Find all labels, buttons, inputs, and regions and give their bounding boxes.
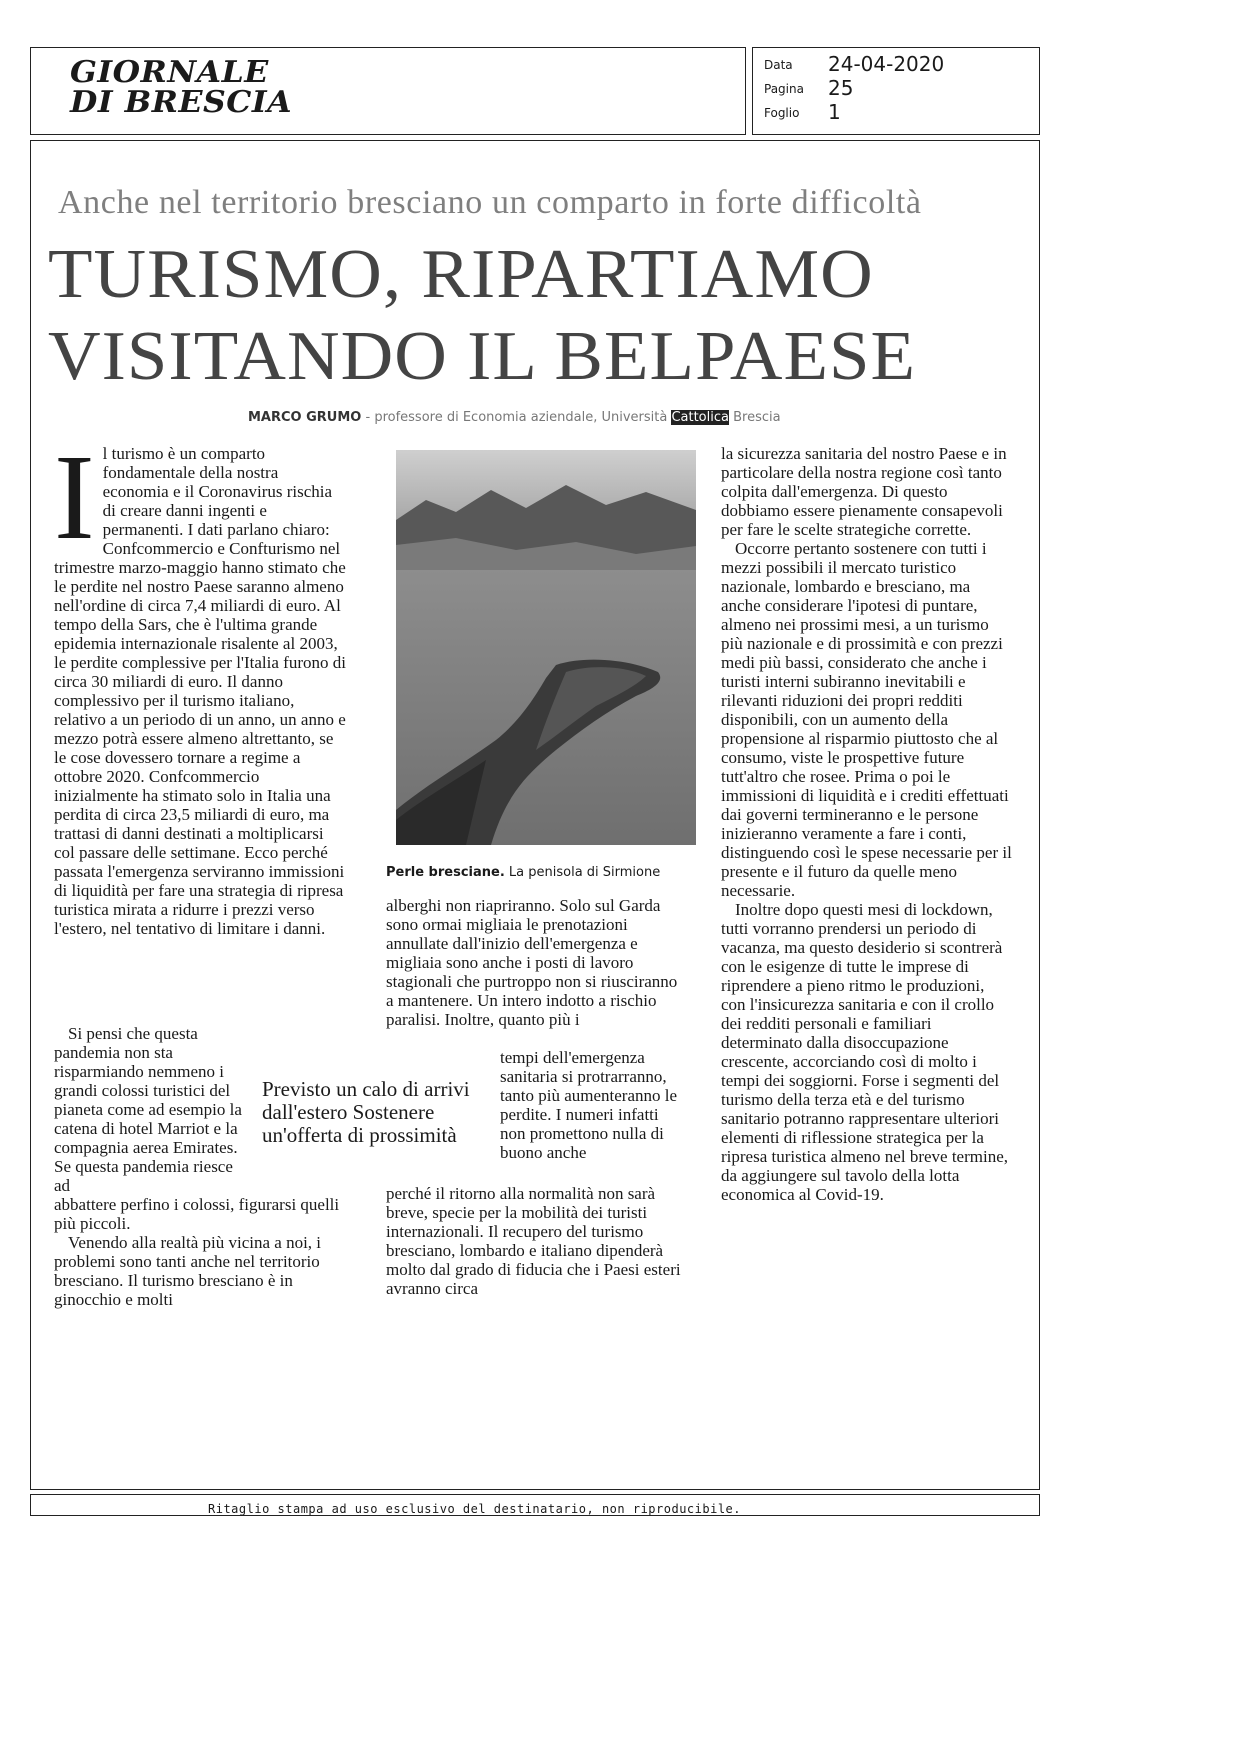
article-column-1 bbox=[54, 430, 346, 938]
paragraph: alberghi non riapriranno. Solo sul Garda sono ormai migliaia le prenotazioni annullate dall'inizio dell'emergenza e migliaia sono anche i posti di lavoro stagionali che purtroppo non si riusciranno a mantenere. Un intero indotto a rischio paralisi. Inoltre, quanto più i bbox=[386, 896, 678, 1029]
paragraph: Venendo alla realtà più vicina a noi, i problemi sono tanti anche nel territorio bresciano. Il turismo bresciano è in ginocchio e molti bbox=[54, 1233, 322, 1309]
byline bbox=[248, 410, 781, 425]
page-value: 25 bbox=[828, 76, 854, 100]
article-kicker: Anche nel territorio bresciano un comparto in forte difficoltà bbox=[58, 184, 922, 221]
paragraph: tempi dell'emergenza sanitaria si protrarranno, tanto più aumenteranno le perdite. I numeri infatti non promettono nulla di buono anche bbox=[500, 1048, 678, 1162]
newspaper-logo bbox=[70, 55, 293, 120]
article-column-2 bbox=[386, 896, 686, 1029]
pull-quote: Previsto un calo di arrivi dall'estero Sostenere un'offerta di prossimità bbox=[262, 1077, 470, 1147]
byline-highlight: Cattolica bbox=[671, 410, 729, 425]
paragraph: Il turismo è un comparto fondamentale della nostra economia e il Coronavirus rischia di creare danni ingenti e permanenti. I dati parlano chiaro: Confcommercio e Confturismo nel trimestre marzo-maggio hanno stimato che le perdite nel nostro Paese saranno almeno nell'ordine di circa 7,4 miliardi di euro. Al tempo della Sars, che è l'ultima grande epidemia internazionale risalente al 2003, le perdite complessive per l'Italia furono di circa 30 miliardi di euro. Il danno complessivo per il turismo italiano, relativo a un periodo di un anno, un anno e mezzo potrà essere almeno altrettanto, se le cose dovessero tornare a regime a ottobre 2020. Confcommercio inizialmente ha stimato solo in Italia una perdita di circa 23,5 miliardi di euro, ma trattasi di danni destinati a moltiplicarsi col passare delle settimane. Ecco perché passata l'emergenza serviranno immissioni di liquidità per fare una strategia di ripresa turistica mirata a ridurre i prezzi verso l'estero, nel tentativo di limitare i danni. bbox=[54, 430, 346, 938]
photo-caption bbox=[386, 865, 660, 880]
sheet-value: 1 bbox=[828, 100, 841, 124]
article-column-2-narrow bbox=[500, 1048, 686, 1162]
paragraph: Si pensi che questa pandemia non sta risparmiando nemmeno i grandi colossi turistici del pianeta come ad esempio la catena di hotel Marriot e la compagnia aerea Emirates. Se questa pandemia riesce ad abbattere perfino i colossi, figurarsi quelli più piccoli. bbox=[54, 1024, 340, 1233]
article-column-2b bbox=[386, 1184, 686, 1298]
logo-line2: DI BRESCIA bbox=[70, 85, 293, 120]
page-label: Pagina bbox=[764, 82, 804, 96]
date-label: Data bbox=[764, 58, 793, 72]
article-column-3 bbox=[721, 444, 1013, 1204]
sheet-label: Foglio bbox=[764, 106, 800, 120]
copyright-notice: Ritaglio stampa ad uso esclusivo del destinatario, non riproducibile. bbox=[208, 1502, 741, 1516]
caption-text: La penisola di Sirmione bbox=[504, 865, 661, 880]
paragraph: Inoltre dopo questi mesi di lockdown, tutti vorranno prendersi un periodo di vacanza, ma questo desiderio si scontrerà con le esigenze di tutte le imprese di riprendere a pieno ritmo le produzioni, con l'insicurezza sanitaria e con il crollo dei redditi personali e familiari determinato dalla disoccupazione crescente, accorciando così di molto i tempi dei soggiorni. Forse i segmenti del turismo della terza età e del turismo sanitario potranno rappresentare ulteriori elementi di riflessione strategica per la ripresa turistica almeno nel breve termine, da aggiungere sul tavolo della lotta economica al Covid-19. bbox=[721, 900, 1008, 1204]
date-value: 24-04-2020 bbox=[828, 52, 945, 76]
caption-title: Perle bresciane. bbox=[386, 865, 505, 880]
byline-city: Brescia bbox=[728, 410, 781, 425]
paragraph: Occorre pertanto sostenere con tutti i mezzi possibili il mercato turistico nazionale, lombardo e bresciano, ma anche considerare l'ipotesi di puntare, almeno nei prossimi mesi, a un turismo più nazionale e di prossimità e con prezzi medi più bassi, considerato che anche i turisti interni subiranno inevitabili e rilevanti riduzioni dei propri redditi disponibili, con un aumento della propensione al risparmio piuttosto che al consumo, viste le prospettive future tutt'altro che rosee. Prima o poi le immissioni di liquidità e i crediti effettuati dai governi termineranno e le persone inizieranno veramente a fare i conti, distinguendo così le spese necessarie per il presente e il futuro da quelle meno necessarie. bbox=[721, 539, 1012, 900]
headline-line1: TURISMO, RIPARTIAMO bbox=[48, 236, 874, 313]
byline-author: MARCO GRUMO bbox=[248, 410, 362, 425]
sirmione-photo bbox=[396, 450, 696, 845]
paragraph: perché il ritorno alla normalità non sarà breve, specie per la mobilità dei turisti internazionali. Il recupero del turismo bresciano, lombardo e italiano dipenderà molto dal grado di fiducia che i Paesi esteri avranno circa bbox=[386, 1184, 681, 1298]
article-column-1b bbox=[54, 1024, 346, 1309]
drop-cap: I bbox=[54, 430, 95, 565]
headline-line2: VISITANDO IL BELPAESE bbox=[48, 318, 917, 395]
byline-role: - professore di Economia aziendale, Università bbox=[361, 410, 672, 425]
paragraph: la sicurezza sanitaria del nostro Paese e in particolare della nostra regione così tanto colpita dall'emergenza. Di questo dobbiamo essere pienamente consapevoli per fare le scelte strategiche corrette. bbox=[721, 444, 1007, 539]
logo-line1: GIORNALE bbox=[70, 55, 269, 90]
